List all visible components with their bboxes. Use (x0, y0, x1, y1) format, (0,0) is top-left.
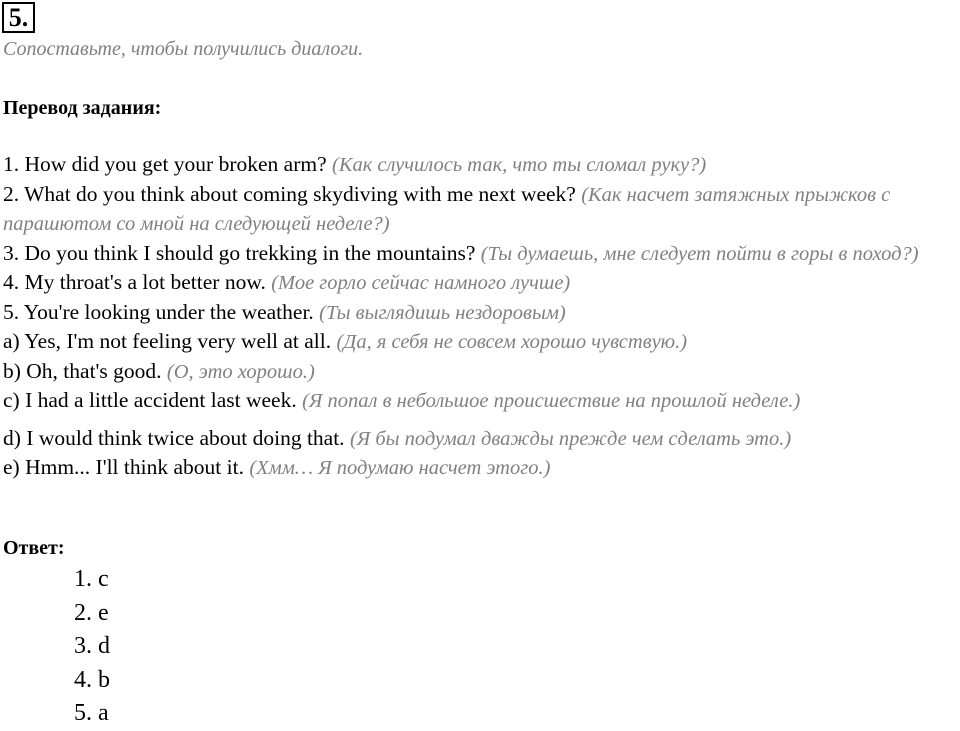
dialogue-line-c (3, 386, 958, 416)
dialogue-line-b (3, 357, 958, 387)
dialogue-translation: (Хмм… Я подумаю насчет этого.) (249, 457, 551, 479)
dialogue-translation: (Ты думаешь, мне следует пойти в горы в поход?) (480, 242, 919, 265)
dialogue-text: 4. My throat's a lot better now. (3, 270, 272, 294)
answer-item: 4. b (74, 666, 110, 693)
dialogue-translation: (Как случилось так, что ты сломал руку?) (332, 154, 707, 176)
dialogue-text: b) Oh, that's good. (3, 358, 167, 383)
answer-item: 5. a (74, 700, 109, 726)
exercise-instruction: Сопоставьте, чтобы получились диалоги. (3, 38, 364, 60)
dialogue-translation: (Ты выглядишь нездоровым) (319, 301, 566, 324)
dialogue-text: 3. Do you think I should go trekking in the mountains? (3, 240, 481, 265)
dialogue-line-5 (3, 298, 958, 328)
dialogue-translation: (Мое горло сейчас намного лучше) (271, 272, 571, 294)
exercise-number: 5. (2, 2, 35, 33)
dialogue-line-3 (3, 239, 958, 269)
answer-item: 2. e (74, 599, 109, 626)
dialogue-text: e) Hmm... I'll think about it. (3, 455, 250, 479)
dialogue-list (3, 150, 958, 483)
dialogue-text: 2. What do you think about coming skydiving with me next week? (3, 181, 582, 206)
dialogue-line-1 (3, 150, 958, 180)
dialogue-translation: (Я бы подумал дважды прежде чем сделать это.) (349, 427, 792, 450)
answer-item: 3. d (74, 633, 110, 659)
dialogue-text: d) I would think twice about doing that. (3, 425, 350, 450)
dialogue-translation: (Да, я себя не совсем хорошо чувствую.) (336, 331, 688, 353)
dialogue-text: c) I had a little accident last week. (3, 388, 303, 412)
dialogue-line-e (3, 453, 958, 483)
dialogue-line-2 (3, 180, 958, 239)
dialogue-translation: (Я попал в небольшое происшествие на прошлой неделе.) (302, 390, 801, 412)
dialogue-line-a (3, 327, 958, 357)
dialogue-line-4 (3, 268, 958, 298)
dialogue-text: 5. You're looking under the weather. (3, 299, 320, 324)
dialogue-translation: (Как насчет затяжных прыжков с парашютом со мной на следующей неделе?) (3, 183, 891, 235)
translation-heading: Перевод задания: (3, 97, 162, 119)
answer-list (74, 563, 110, 731)
answer-item: 1. c (74, 566, 109, 592)
dialogue-line-d (3, 424, 958, 454)
dialogue-translation: (О, это хорошо.) (166, 360, 315, 383)
dialogue-text: a) Yes, I'm not feeling very well at all. (3, 329, 337, 353)
dialogue-text: 1. How did you get your broken arm? (3, 152, 332, 176)
answer-heading: Ответ: (3, 537, 65, 559)
